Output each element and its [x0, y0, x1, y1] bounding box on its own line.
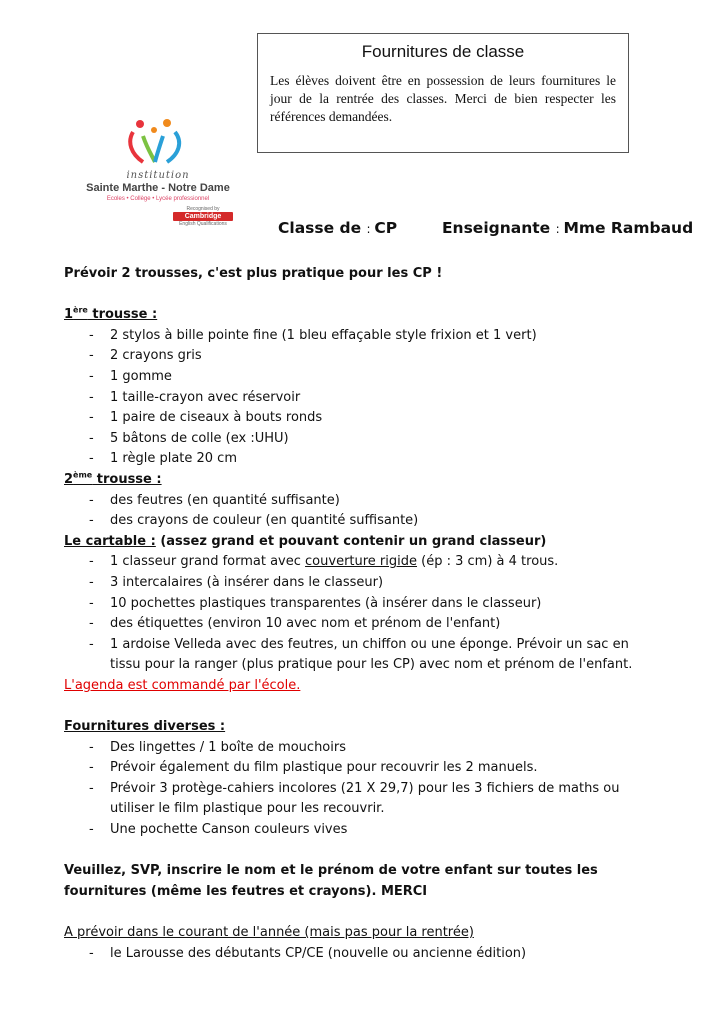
list-item: - des étiquettes (environ 10 avec nom et prénom de l'enfant)	[89, 616, 501, 632]
list-item: - 1 gomme	[89, 368, 172, 384]
reminder-line-1: Veuillez, SVP, inscrire le nom et le prénom de votre enfant sur toutes les	[64, 863, 598, 879]
list-item: - le Larousse des débutants CP/CE (nouvelle ou ancienne édition)	[89, 945, 527, 961]
cambridge-note: Recognised by	[186, 206, 220, 212]
list-item: - 1 ardoise Velleda avec des feutres, un chiffon ou une éponge. Prévoir un sac en	[89, 636, 629, 652]
list-item: - 1 taille-crayon avec réservoir	[89, 389, 301, 405]
teacher-label: Enseignante	[441, 219, 551, 237]
trousse2-heading: 2ème trousse :	[64, 470, 162, 487]
list-item-continued: utiliser le film plastique pour les recouvrir.	[110, 801, 385, 817]
list-item: - 10 pochettes plastiques transparentes (à insérer dans le classeur)	[89, 595, 542, 611]
trousse1-heading: 1ère trousse :	[64, 305, 158, 323]
teacher-value: Mme Rambaud	[563, 219, 694, 237]
logo-name: Sainte Marthe - Notre Dame	[86, 182, 230, 194]
school-logo	[78, 118, 238, 230]
list-item: - 5 bâtons de colle (ex :UHU)	[89, 430, 289, 446]
header-box	[257, 33, 629, 153]
agenda-note: L'agenda est commandé par l'école.	[64, 677, 301, 693]
intro-line: Prévoir 2 trousses, c'est plus pratique pour les CP !	[64, 266, 443, 281]
year-heading: A prévoir dans le courant de l'année (mais pas pour la rentrée)	[64, 925, 474, 940]
cambridge-badge	[173, 206, 233, 227]
logo-subtitle: Ecoles • Collège • Lycée professionnel	[106, 196, 210, 202]
list-item: - 1 classeur grand format avec couverture rigide (ép : 3 cm) à 4 trous.	[89, 554, 559, 570]
cartable-heading: Le cartable : (assez grand et pouvant contenir un grand classeur)	[64, 533, 547, 549]
list-item: - 2 crayons gris	[89, 348, 202, 364]
list-item-continued: tissu pour la ranger (plus pratique pour les CP) avec nom et prénom de l'enfant.	[110, 657, 633, 673]
header-intro: Les élèves doivent être en possession de leurs fournitures le jour de la rentrée des classes. Merci de bien respecter les références demandées.	[270, 73, 616, 124]
diverses-heading: Fournitures diverses :	[64, 719, 226, 735]
class-line: Classe de : CP Enseignante : Mme Rambaud	[278, 219, 694, 237]
supply-list	[64, 264, 664, 964]
list-item: - des crayons de couleur (en quantité suffisante)	[89, 513, 419, 529]
list-item: - 2 stylos à bille pointe fine (1 bleu effaçable style frixion et 1 vert)	[89, 327, 537, 343]
list-item: - 1 paire de ciseaux à bouts ronds	[89, 410, 323, 426]
list-item: - 3 intercalaires (à insérer dans le classeur)	[89, 574, 384, 590]
list-item: - Des lingettes / 1 boîte de mouchoirs	[89, 739, 346, 755]
cambridge-sub: English Qualifications	[179, 221, 227, 227]
list-item: - Une pochette Canson couleurs vives	[89, 822, 348, 838]
class-value: CP	[374, 219, 398, 237]
list-item: - Prévoir 3 protège-cahiers incolores (21 X 29,7) pour les 3 fichiers de maths ou	[89, 780, 620, 796]
reminder-line-2: fournitures (même les feutres et crayons). MERCI	[64, 883, 428, 899]
page-title: Fournitures de classe	[361, 42, 525, 61]
class-label: Classe de	[278, 219, 362, 237]
list-item: - des feutres (en quantité suffisante)	[89, 492, 340, 508]
hearts-logo-icon	[125, 118, 185, 166]
cambridge-label: Cambridge	[173, 212, 233, 221]
list-item: - Prévoir également du film plastique pour recouvrir les 2 manuels.	[89, 760, 538, 776]
list-item: - 1 règle plate 20 cm	[89, 451, 237, 467]
logo-institution: institution	[126, 170, 190, 181]
